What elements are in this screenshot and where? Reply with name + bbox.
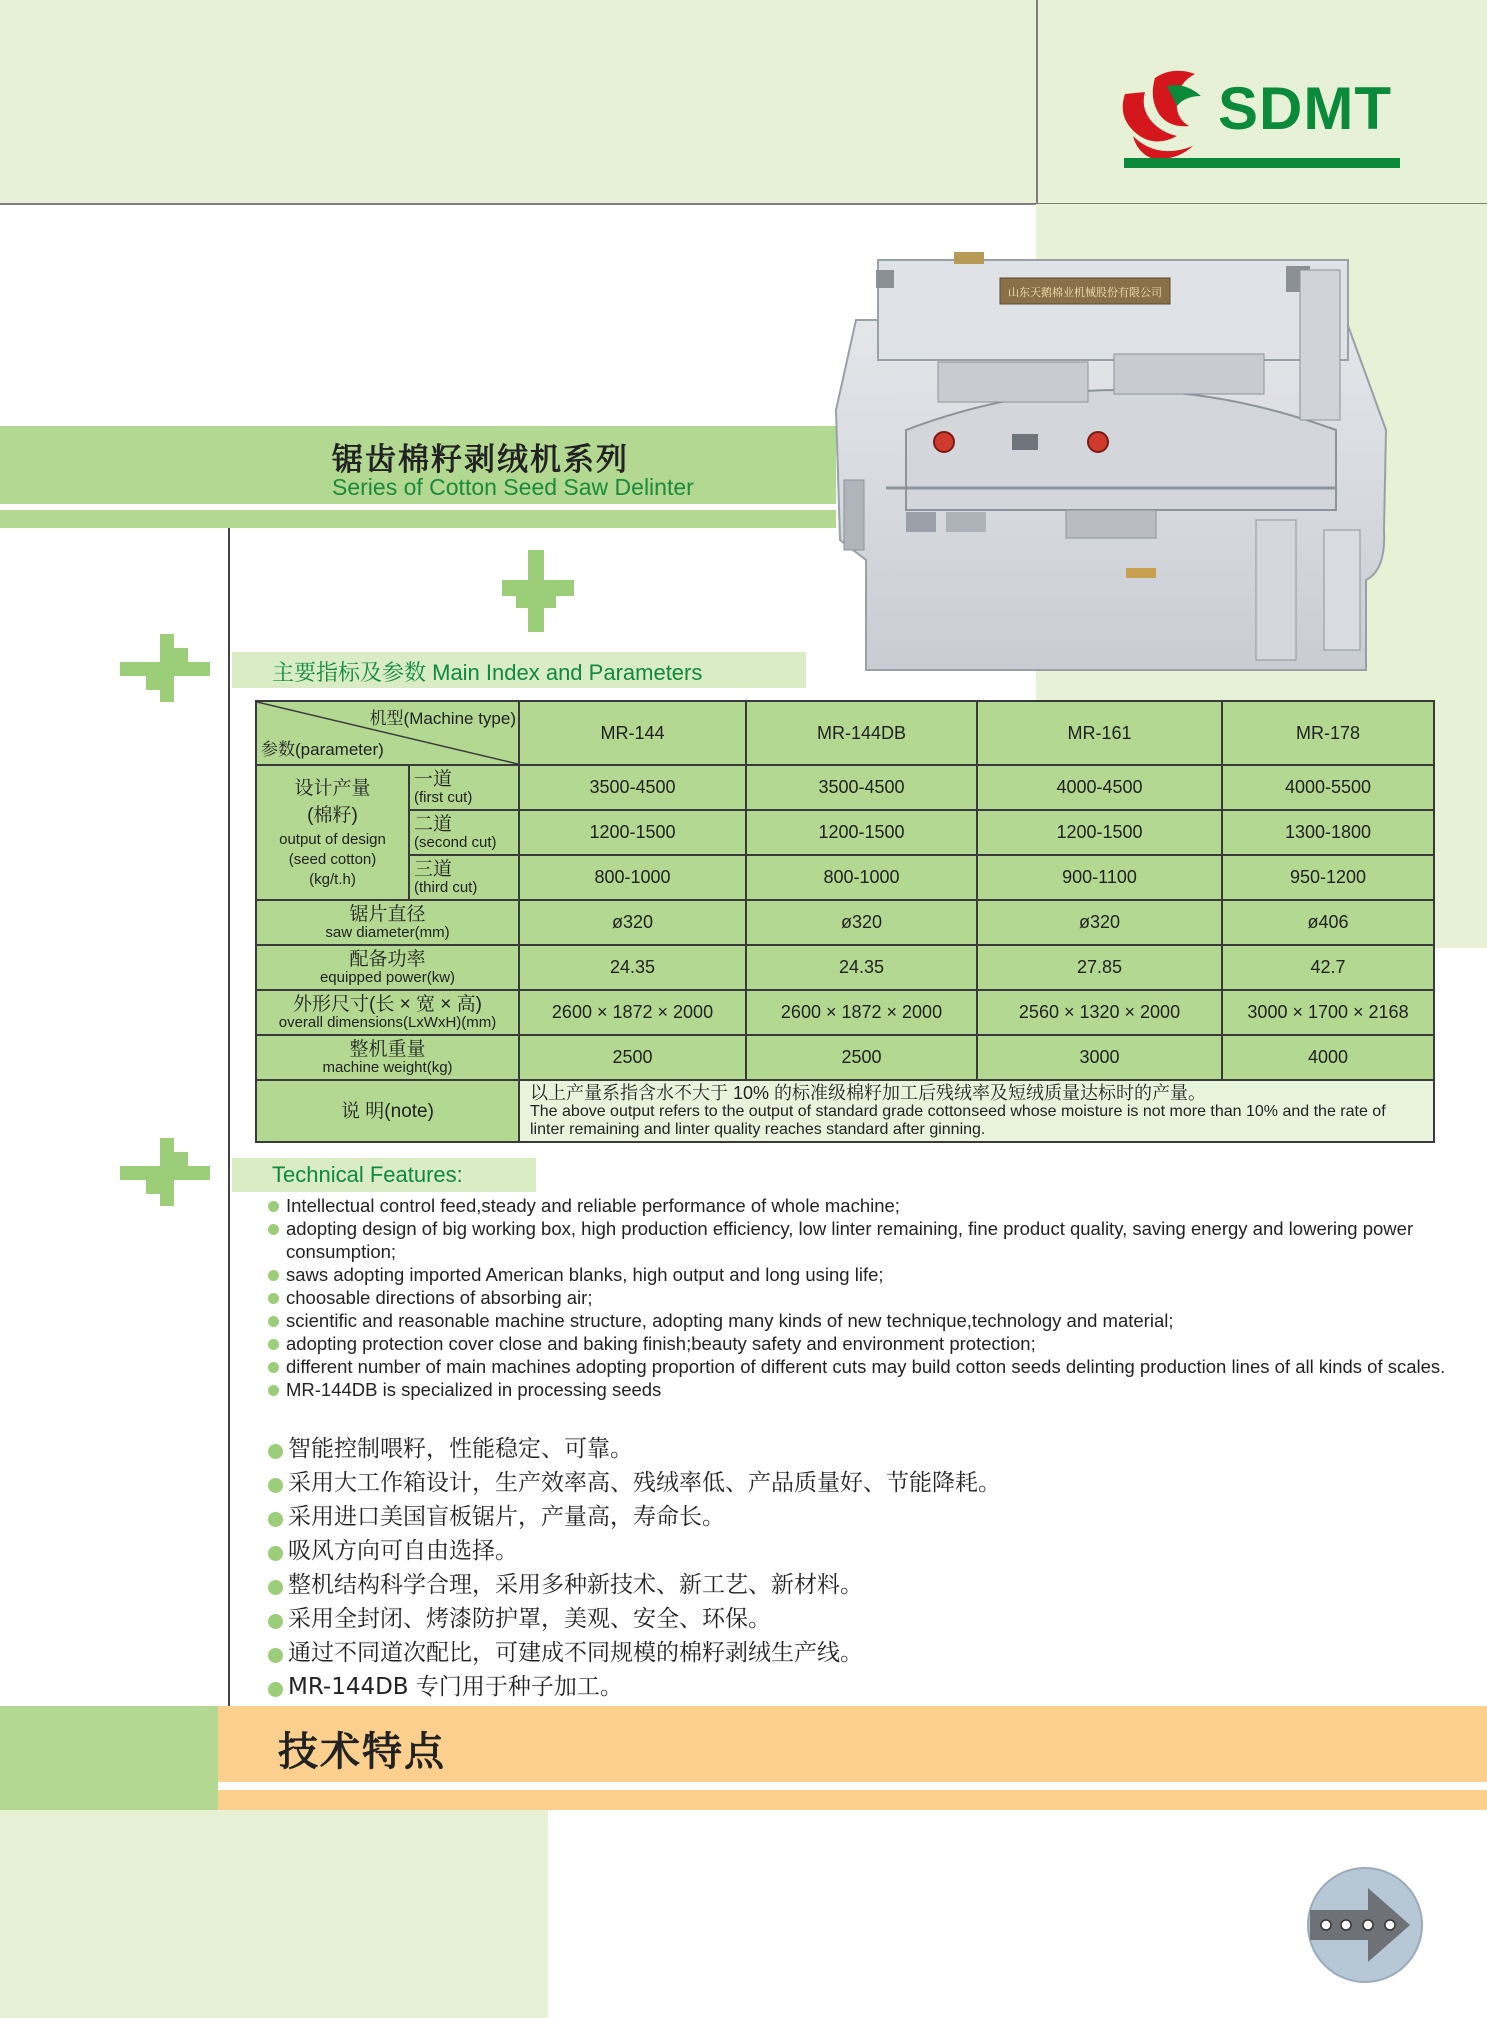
table-cell: 4000-5500 <box>1222 765 1434 810</box>
table-cell: 1200-1500 <box>519 810 746 855</box>
features-cn-list <box>266 1432 1416 1704</box>
row-label-en: saw diameter(mm) <box>325 924 450 941</box>
footer-pale-block <box>0 1810 548 2018</box>
table-row <box>256 765 1434 810</box>
table-cell: 1300-1800 <box>1222 810 1434 855</box>
list-item <box>266 1332 1446 1355</box>
feature-text: 采用进口美国盲板锯片，产量高，寿命长。 <box>288 1504 725 1530</box>
feature-text: MR-144DB is specialized in processing seeds <box>286 1379 662 1400</box>
table-cell: 800-1000 <box>746 855 977 900</box>
row-label-cn: 整机重量 <box>349 1039 426 1060</box>
column-header: MR-178 <box>1222 701 1434 765</box>
bullet-icon <box>268 1580 283 1595</box>
output-label-cn: 设计产量 <box>294 777 371 799</box>
output-label-cell <box>256 765 409 900</box>
list-item <box>266 1217 1446 1263</box>
table-cell: 4000-4500 <box>977 765 1222 810</box>
content-vertical-divider <box>228 528 230 1706</box>
bullet-icon <box>268 1224 279 1235</box>
cut-label-cn: 一道 <box>414 769 453 790</box>
cut-label-en: (second cut) <box>414 834 497 851</box>
list-item <box>266 1636 1416 1670</box>
feature-text: 采用大工作箱设计，生产效率高、残绒率低、产品质量好、节能降耗。 <box>288 1470 1001 1496</box>
note-label-cell <box>256 1080 519 1142</box>
table-cell: 24.35 <box>746 945 977 990</box>
bullet-icon <box>268 1339 279 1350</box>
table-cell: 1200-1500 <box>746 810 977 855</box>
feature-text: 通过不同道次配比，可建成不同规模的棉籽剥绒生产线。 <box>288 1640 863 1666</box>
table-cell: ø320 <box>746 900 977 945</box>
feature-text: 智能控制喂籽，性能稳定、可靠。 <box>288 1436 633 1462</box>
table-cell: 4000 <box>1222 1035 1434 1080</box>
section-heading-main-index: 主要指标及参数 Main Index and Parameters <box>232 652 806 688</box>
row-label-cell <box>256 945 519 990</box>
list-item <box>266 1500 1416 1534</box>
table-cell: 2500 <box>746 1035 977 1080</box>
cut-label-en: (first cut) <box>414 789 473 806</box>
feature-text: different number of main machines adopting proportion of different cuts may build cotton seeds delinting production lines of all kinds of scales. <box>286 1356 1446 1377</box>
table-cell: 3000 <box>977 1035 1222 1080</box>
row-label-cell <box>256 900 519 945</box>
list-item <box>266 1309 1446 1332</box>
bullet-icon <box>268 1546 283 1561</box>
features-en-list <box>266 1194 1446 1401</box>
table-cell: 900-1100 <box>977 855 1222 900</box>
page-title: 锯齿棉籽剥绒机系列 <box>332 442 629 478</box>
note-cn: 以上产量系指含水不大于 10% 的标准级棉籽加工后残绒率及短绒质量达标时的产量。 <box>530 1083 1207 1103</box>
list-item <box>266 1602 1416 1636</box>
table-cell: ø320 <box>977 900 1222 945</box>
delinter-machine-image <box>826 230 1406 680</box>
bullet-icon <box>268 1362 279 1373</box>
row-label-en: equipped power(kw) <box>319 969 456 986</box>
feature-text: adopting protection cover close and baking finish;beauty safety and environment protection; <box>286 1333 1036 1354</box>
table-cell: 27.85 <box>977 945 1222 990</box>
corner-top-label: 机型(Machine type) <box>369 709 516 728</box>
list-item <box>266 1568 1416 1602</box>
column-header: MR-144DB <box>746 701 977 765</box>
feature-text: 采用全封闭、烤漆防护罩，美观、安全、环保。 <box>288 1606 771 1632</box>
table-corner-cell <box>256 701 519 765</box>
bullet-icon <box>268 1201 279 1212</box>
cross-ornament-icon <box>120 1138 210 1206</box>
table-note-row <box>256 1080 1434 1142</box>
cut-label-cell <box>409 765 519 810</box>
output-label-en: output of design <box>279 830 386 848</box>
row-label-en: overall dimensions(LxWxH)(mm) <box>278 1014 497 1031</box>
cut-label-cn: 三道 <box>414 859 453 880</box>
table-cell: 2500 <box>519 1035 746 1080</box>
column-header: MR-161 <box>977 701 1222 765</box>
title-band-thin <box>0 510 836 528</box>
column-header: MR-144 <box>519 701 746 765</box>
bullet-icon <box>268 1478 283 1493</box>
bullet-icon <box>268 1316 279 1327</box>
header-vertical-divider <box>1036 0 1038 204</box>
table-row <box>256 990 1434 1035</box>
parameter-table <box>255 700 1435 1143</box>
feature-text: 吸风方向可自由选择。 <box>288 1538 518 1564</box>
feature-text: scientific and reasonable machine structure, adopting many kinds of new technique,technology and material; <box>286 1310 1174 1331</box>
note-label: 说 明(note) <box>341 1100 434 1122</box>
table-cell: 2560 × 1320 × 2000 <box>977 990 1222 1035</box>
feature-text: saws adopting imported American blanks, high output and long using life; <box>286 1264 884 1285</box>
table-cell: 800-1000 <box>519 855 746 900</box>
table-cell: ø320 <box>519 900 746 945</box>
list-item <box>266 1355 1446 1378</box>
cut-label-cn: 二道 <box>414 814 453 835</box>
footer-green-block <box>0 1706 218 1810</box>
cut-label-cell <box>409 810 519 855</box>
list-item <box>266 1263 1446 1286</box>
machine-plate: 山东天鹅棉业机械股份有限公司 <box>1008 286 1162 299</box>
row-label-cn: 外形尺寸(长 × 宽 × 高) <box>293 994 482 1015</box>
feature-text: 整机结构科学合理，采用多种新技术、新工艺、新材料。 <box>288 1572 863 1598</box>
output-label-unit: (kg/t.h) <box>309 870 356 888</box>
list-item <box>266 1194 1446 1217</box>
table-row <box>256 810 1434 855</box>
note-en: The above output refers to the output of standard grade cottonseed whose moisture is not more than 10% and the rate of linter remaining and linter quality reaches standard after ginning. <box>530 1103 1386 1138</box>
row-label-cell <box>256 1035 519 1080</box>
list-item <box>266 1432 1416 1466</box>
cut-label-cell <box>409 855 519 900</box>
output-label-en-sub: (seed cotton) <box>288 850 377 868</box>
cross-ornament-icon <box>120 634 210 702</box>
list-item <box>266 1670 1416 1704</box>
table-cell: 3500-4500 <box>519 765 746 810</box>
feature-text: MR-144DB 专门用于种子加工。 <box>288 1674 623 1700</box>
row-label-cn: 锯片直径 <box>349 904 426 925</box>
table-cell: 950-1200 <box>1222 855 1434 900</box>
footer-orange-thin <box>218 1790 1487 1810</box>
list-item <box>266 1378 1446 1401</box>
note-value-cell <box>519 1080 1434 1142</box>
table-row <box>256 1035 1434 1080</box>
table-row <box>256 900 1434 945</box>
table-cell: 1200-1500 <box>977 810 1222 855</box>
bullet-icon <box>268 1648 283 1663</box>
corner-bottom-label: 参数(parameter) <box>261 740 384 759</box>
section-heading-technical-features: Technical Features: <box>232 1158 536 1192</box>
table-row <box>256 945 1434 990</box>
cut-label-en: (third cut) <box>414 879 478 896</box>
table-row <box>256 855 1434 900</box>
table-cell: 2600 × 1872 × 2000 <box>519 990 746 1035</box>
bullet-icon <box>268 1385 279 1396</box>
table-cell: 2600 × 1872 × 2000 <box>746 990 977 1035</box>
page-subtitle: Series of Cotton Seed Saw Delinter <box>332 474 694 500</box>
output-label-cn-sub: (棉籽) <box>307 804 358 826</box>
feature-text: choosable directions of absorbing air; <box>286 1287 593 1308</box>
bullet-icon <box>268 1293 279 1304</box>
section-title-tech-features: 技术特点 <box>278 1729 446 1775</box>
bullet-icon <box>268 1444 283 1459</box>
list-item <box>266 1466 1416 1500</box>
cross-ornament-icon <box>502 550 574 632</box>
row-label-cell <box>256 990 519 1035</box>
brand-logo-text: SDMT <box>1218 75 1392 142</box>
bullet-icon <box>268 1682 283 1697</box>
arrow-right-icon[interactable] <box>1306 1866 1424 1984</box>
table-header-row <box>256 701 1434 765</box>
row-label-cn: 配备功率 <box>349 949 426 970</box>
feature-text: adopting design of big working box, high production efficiency, low linter remaining, fine product quality, saving energy and lowering power consumption; <box>286 1218 1414 1262</box>
table-cell: 24.35 <box>519 945 746 990</box>
row-label-en: machine weight(kg) <box>322 1059 453 1076</box>
list-item <box>266 1534 1416 1568</box>
bullet-icon <box>268 1270 279 1281</box>
bullet-icon <box>268 1614 283 1629</box>
table-cell: 3000 × 1700 × 2168 <box>1222 990 1434 1035</box>
brand-logo-underline <box>1124 158 1400 168</box>
bullet-icon <box>268 1512 283 1527</box>
feature-text: Intellectual control feed,steady and reliable performance of whole machine; <box>286 1195 900 1216</box>
list-item <box>266 1286 1446 1309</box>
table-cell: 3500-4500 <box>746 765 977 810</box>
table-cell: ø406 <box>1222 900 1434 945</box>
table-cell: 42.7 <box>1222 945 1434 990</box>
